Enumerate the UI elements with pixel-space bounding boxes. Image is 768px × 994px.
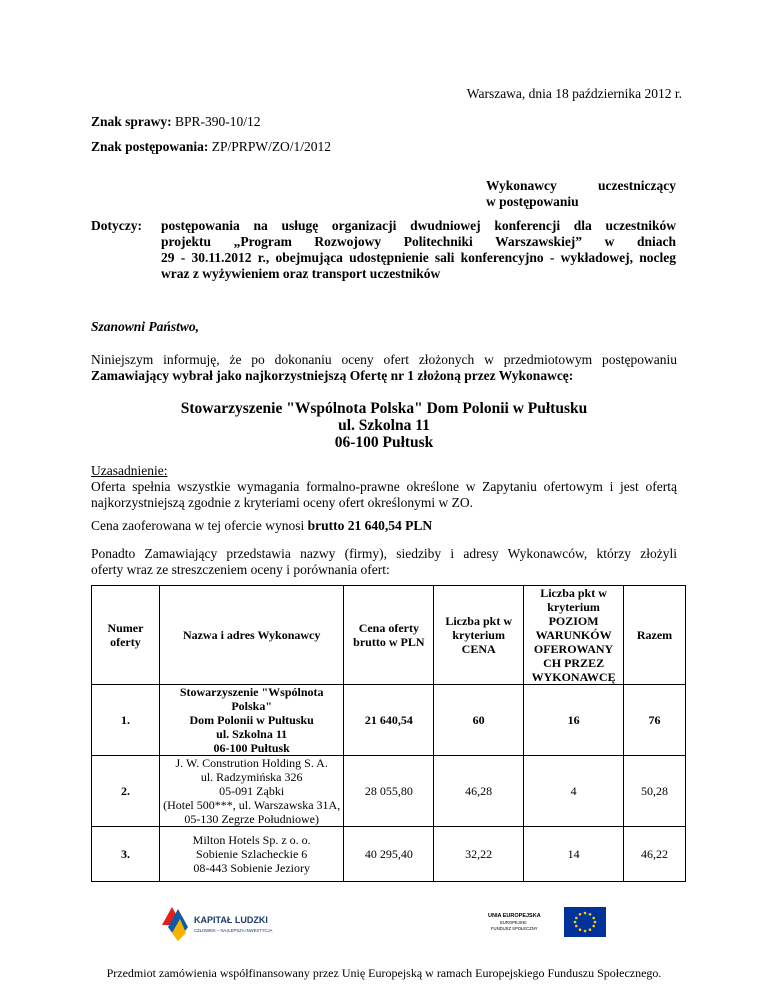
- table-header-row: [92, 586, 686, 685]
- header-nazwa: Nazwa i adres Wykonawcy: [159, 586, 344, 685]
- case-number: [91, 114, 261, 130]
- nazwa-line: Stowarzyszenie "Wspólnota: [179, 685, 324, 699]
- case-number-value: BPR-390-10/12: [171, 114, 261, 129]
- eu-line2: EUROPEJSKI: [500, 920, 527, 925]
- cell-pkt-cena: 60: [434, 685, 524, 756]
- cell-pkt-cena: 32,22: [434, 827, 524, 882]
- kapital-subtitle: CZŁOWIEK – NAJLEPSZA INWESTYCJA: [194, 928, 273, 933]
- cell-cena: 40 295,40: [344, 827, 434, 882]
- intro-line1: Niniejszym informuję, że po dokonaniu oceny ofert złożonych w przedmiotowym postępowaniu: [91, 352, 677, 367]
- cell-numer: 1.: [92, 685, 160, 756]
- recipient-line2: w postępowaniu: [486, 194, 579, 209]
- subject-line4: wraz z wyżywieniem oraz transport uczestników: [161, 266, 441, 281]
- cell-numer: 2.: [92, 756, 160, 827]
- justification-line2: najkorzystniejszą zgodnie z kryteriami oceny ofert określonymi w ZO.: [91, 495, 474, 510]
- subject-line2: projektu „Program Rozwojowy Politechniki Warszawskiej” w dniach: [161, 234, 676, 249]
- document-date: Warszawa, dnia 18 października 2012 r.: [466, 86, 682, 101]
- nazwa-line: Sobienie Szlacheckie 6: [196, 847, 308, 861]
- cell-pkt-poziom: 4: [524, 756, 624, 827]
- footer-note: Przedmiot zamówienia współfinansowany przez Unię Europejską w ramach Europejskiego Funduszu Społecznego.: [106, 966, 662, 980]
- nazwa-line: J. W. Constrution Holding S. A.: [175, 756, 328, 770]
- cell-razem: 46,22: [624, 827, 686, 882]
- subject-label: Dotyczy:: [91, 218, 142, 233]
- recipient-word1: Wykonawcy: [486, 178, 557, 193]
- summary-line2: oferty wraz ze streszczeniem oceny i porównania ofert:: [91, 562, 390, 577]
- offers-table: [91, 585, 686, 882]
- recipient-block: [486, 178, 676, 210]
- nazwa-line: ul. Radzymińska 326: [200, 770, 303, 784]
- nazwa-line: ul. Szkolna 11: [216, 727, 288, 741]
- intro-paragraph: [91, 352, 677, 384]
- header-razem: Razem: [624, 586, 686, 685]
- subject-text: [161, 218, 676, 282]
- eu-line1: UNIA EUROPEJSKA: [488, 913, 541, 919]
- summary-paragraph: [91, 546, 677, 578]
- greeting: Szanowni Państwo,: [91, 319, 200, 334]
- cell-pkt-cena: 46,28: [434, 756, 524, 827]
- nazwa-line: Milton Hotels Sp. z o. o.: [192, 833, 311, 847]
- eu-flag-icon: [564, 907, 606, 937]
- nazwa-line: 08-443 Sobienie Jeziory: [193, 861, 310, 875]
- procedure-number-label: Znak postępowania:: [91, 139, 209, 154]
- justification: [91, 463, 677, 511]
- recipient-word2: uczestniczący: [598, 178, 676, 193]
- cell-cena: 28 055,80: [344, 756, 434, 827]
- procedure-number-value: ZP/PRPW/ZO/1/2012: [208, 139, 332, 154]
- header-pkt-poziom: Liczba pkt w kryterium POZIOM WARUNKÓW OFEROWANY CH PRZEZ WYKONAWCĘ: [524, 586, 624, 685]
- subject-line1: postępowania na usługę organizacji dwudniowej konferencji dla uczestników: [161, 218, 676, 233]
- nazwa-line: 05-130 Zegrze Południowe): [184, 812, 319, 826]
- price-line: [91, 518, 432, 534]
- nazwa-line: Dom Polonii w Pułtusku: [189, 713, 314, 727]
- winner-name: Stowarzyszenie "Wspólnota Polska" Dom Polonii w Pułtusku: [180, 400, 588, 417]
- price-value: brutto 21 640,54 PLN: [307, 518, 433, 533]
- case-number-label: Znak sprawy:: [91, 114, 172, 129]
- cell-pkt-poziom: 16: [524, 685, 624, 756]
- cell-nazwa: [159, 827, 344, 882]
- winner-city: 06-100 Pułtusk: [334, 434, 434, 451]
- winner-street: ul. Szkolna 11: [338, 417, 430, 434]
- subject-line3: 29 - 30.11.2012 r., obejmująca udostępnienie sali konferencyjno - wykładowej, nocleg: [161, 250, 676, 265]
- cell-cena: 21 640,54: [344, 685, 434, 756]
- kapital-title: KAPITAŁ LUDZKI: [194, 915, 268, 925]
- table-row: [92, 685, 686, 756]
- cell-razem: 50,28: [624, 756, 686, 827]
- cell-razem: 76: [624, 685, 686, 756]
- nazwa-line: (Hotel 500***, ul. Warszawska 31A,: [163, 798, 341, 812]
- cell-nazwa: [159, 756, 344, 827]
- nazwa-line: 05-091 Ząbki: [219, 784, 285, 798]
- eu-line3: FUNDUSZ SPOŁECZNY: [491, 926, 538, 931]
- cell-nazwa: [159, 685, 344, 756]
- header-cena: Cena oferty brutto w PLN: [344, 586, 434, 685]
- nazwa-line: Polska": [231, 699, 272, 713]
- kapital-ludzki-logo: [160, 905, 280, 943]
- winner-block: [91, 400, 677, 451]
- price-text: Cena zaoferowana w tej ofercie wynosi: [91, 518, 308, 533]
- table-row: [92, 756, 686, 827]
- cell-numer: 3.: [92, 827, 160, 882]
- justification-line1: Oferta spełnia wszystkie wymagania formalno-prawne określone w Zapytaniu ofertowym i jest ofertą: [91, 479, 677, 494]
- table-row: [92, 827, 686, 882]
- eu-logo: [488, 905, 608, 943]
- procedure-number: [91, 139, 331, 155]
- summary-line1: Ponadto Zamawiający przedstawia nazwy (firmy), siedziby i adresy Wykonawców, którzy złożyli: [91, 546, 677, 561]
- cell-pkt-poziom: 14: [524, 827, 624, 882]
- header-pkt-cena: Liczba pkt w kryterium CENA: [434, 586, 524, 685]
- justification-heading: Uzasadnienie:: [91, 463, 168, 478]
- nazwa-line: 06-100 Pułtusk: [213, 741, 290, 755]
- intro-line2: Zamawiający wybrał jako najkorzystniejszą Ofertę nr 1 złożoną przez Wykonawcę:: [91, 368, 574, 383]
- header-numer: Numer oferty: [92, 586, 160, 685]
